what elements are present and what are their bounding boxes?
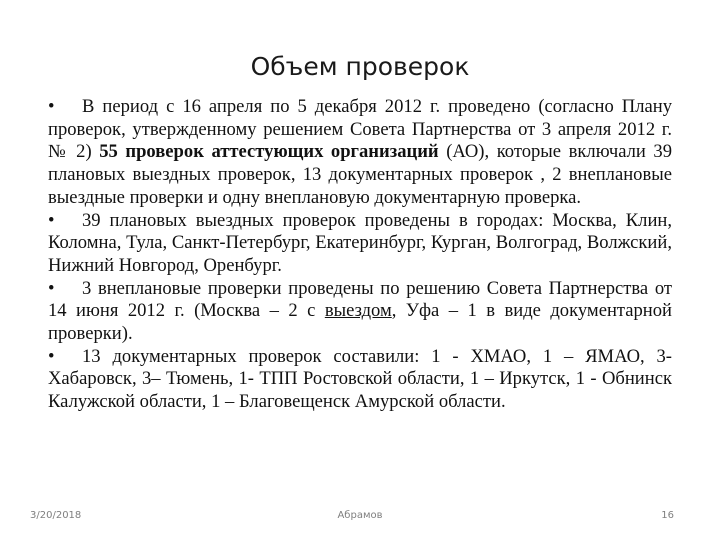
footer-page-number: 16: [661, 510, 674, 521]
paragraph-2-text: 39 плановых выездных проверок проведены в городах: Москва, Клин, Коломна, Тула, Санкт-Петербург, Екатеринбург, Курган, Волгоград, Волжский, Нижний Новгород, Оренбург.: [48, 209, 672, 276]
bullet-paragraph-3: [48, 278, 672, 346]
bullet-paragraph-1: [48, 96, 672, 210]
bullet-marker: •: [48, 345, 55, 367]
footer-date: 3/20/2018: [30, 510, 82, 521]
paragraph-3-underlined-text: выездом: [324, 300, 392, 322]
bullet-marker: •: [48, 96, 55, 117]
paragraph-1-text-a: В период с 16 апреля по 5 декабря 2012 г. проведено (согласно Плану проверок, утвержденному решением Совета Партнерства от 3 апреля 2012 г. № 2): [48, 96, 672, 163]
slide-title: Объем проверок: [250, 52, 470, 81]
bullet-marker: •: [48, 277, 55, 299]
footer-author: Абрамов: [337, 510, 383, 521]
bullet-marker: •: [48, 209, 55, 231]
bullet-paragraph-2: [48, 210, 672, 278]
bullet-paragraph-4: [48, 346, 672, 414]
paragraph-4-text: 13 документарных проверок составили: 1 - ХМАО, 1 – ЯМАО, 3- Хабаровск, 3– Тюмень, 1- ТПП Ростовской области, 1 – Иркутск, 1 - Обнинск Калужской области, 1 – Благовещенск Амурской области.: [48, 345, 672, 413]
slide-body: [48, 96, 672, 414]
paragraph-3-text-a: 3 внеплановые проверки проведены по решению Совета Партнерства от 14 июня 2012 г. (Москва – 2 с: [48, 277, 672, 322]
paragraph-1-text-b: (АО), которые включали 39 плановых выездных проверок, 13 документарных проверок , 2 внеплановые выездные проверки и одну внеплановую документарную проверка.: [48, 141, 673, 208]
paragraph-1-bold-text: 55 проверок аттестующих организаций: [99, 141, 439, 163]
paragraph-3-text-b: , Уфа – 1 в виде документарной проверки).: [48, 300, 672, 345]
